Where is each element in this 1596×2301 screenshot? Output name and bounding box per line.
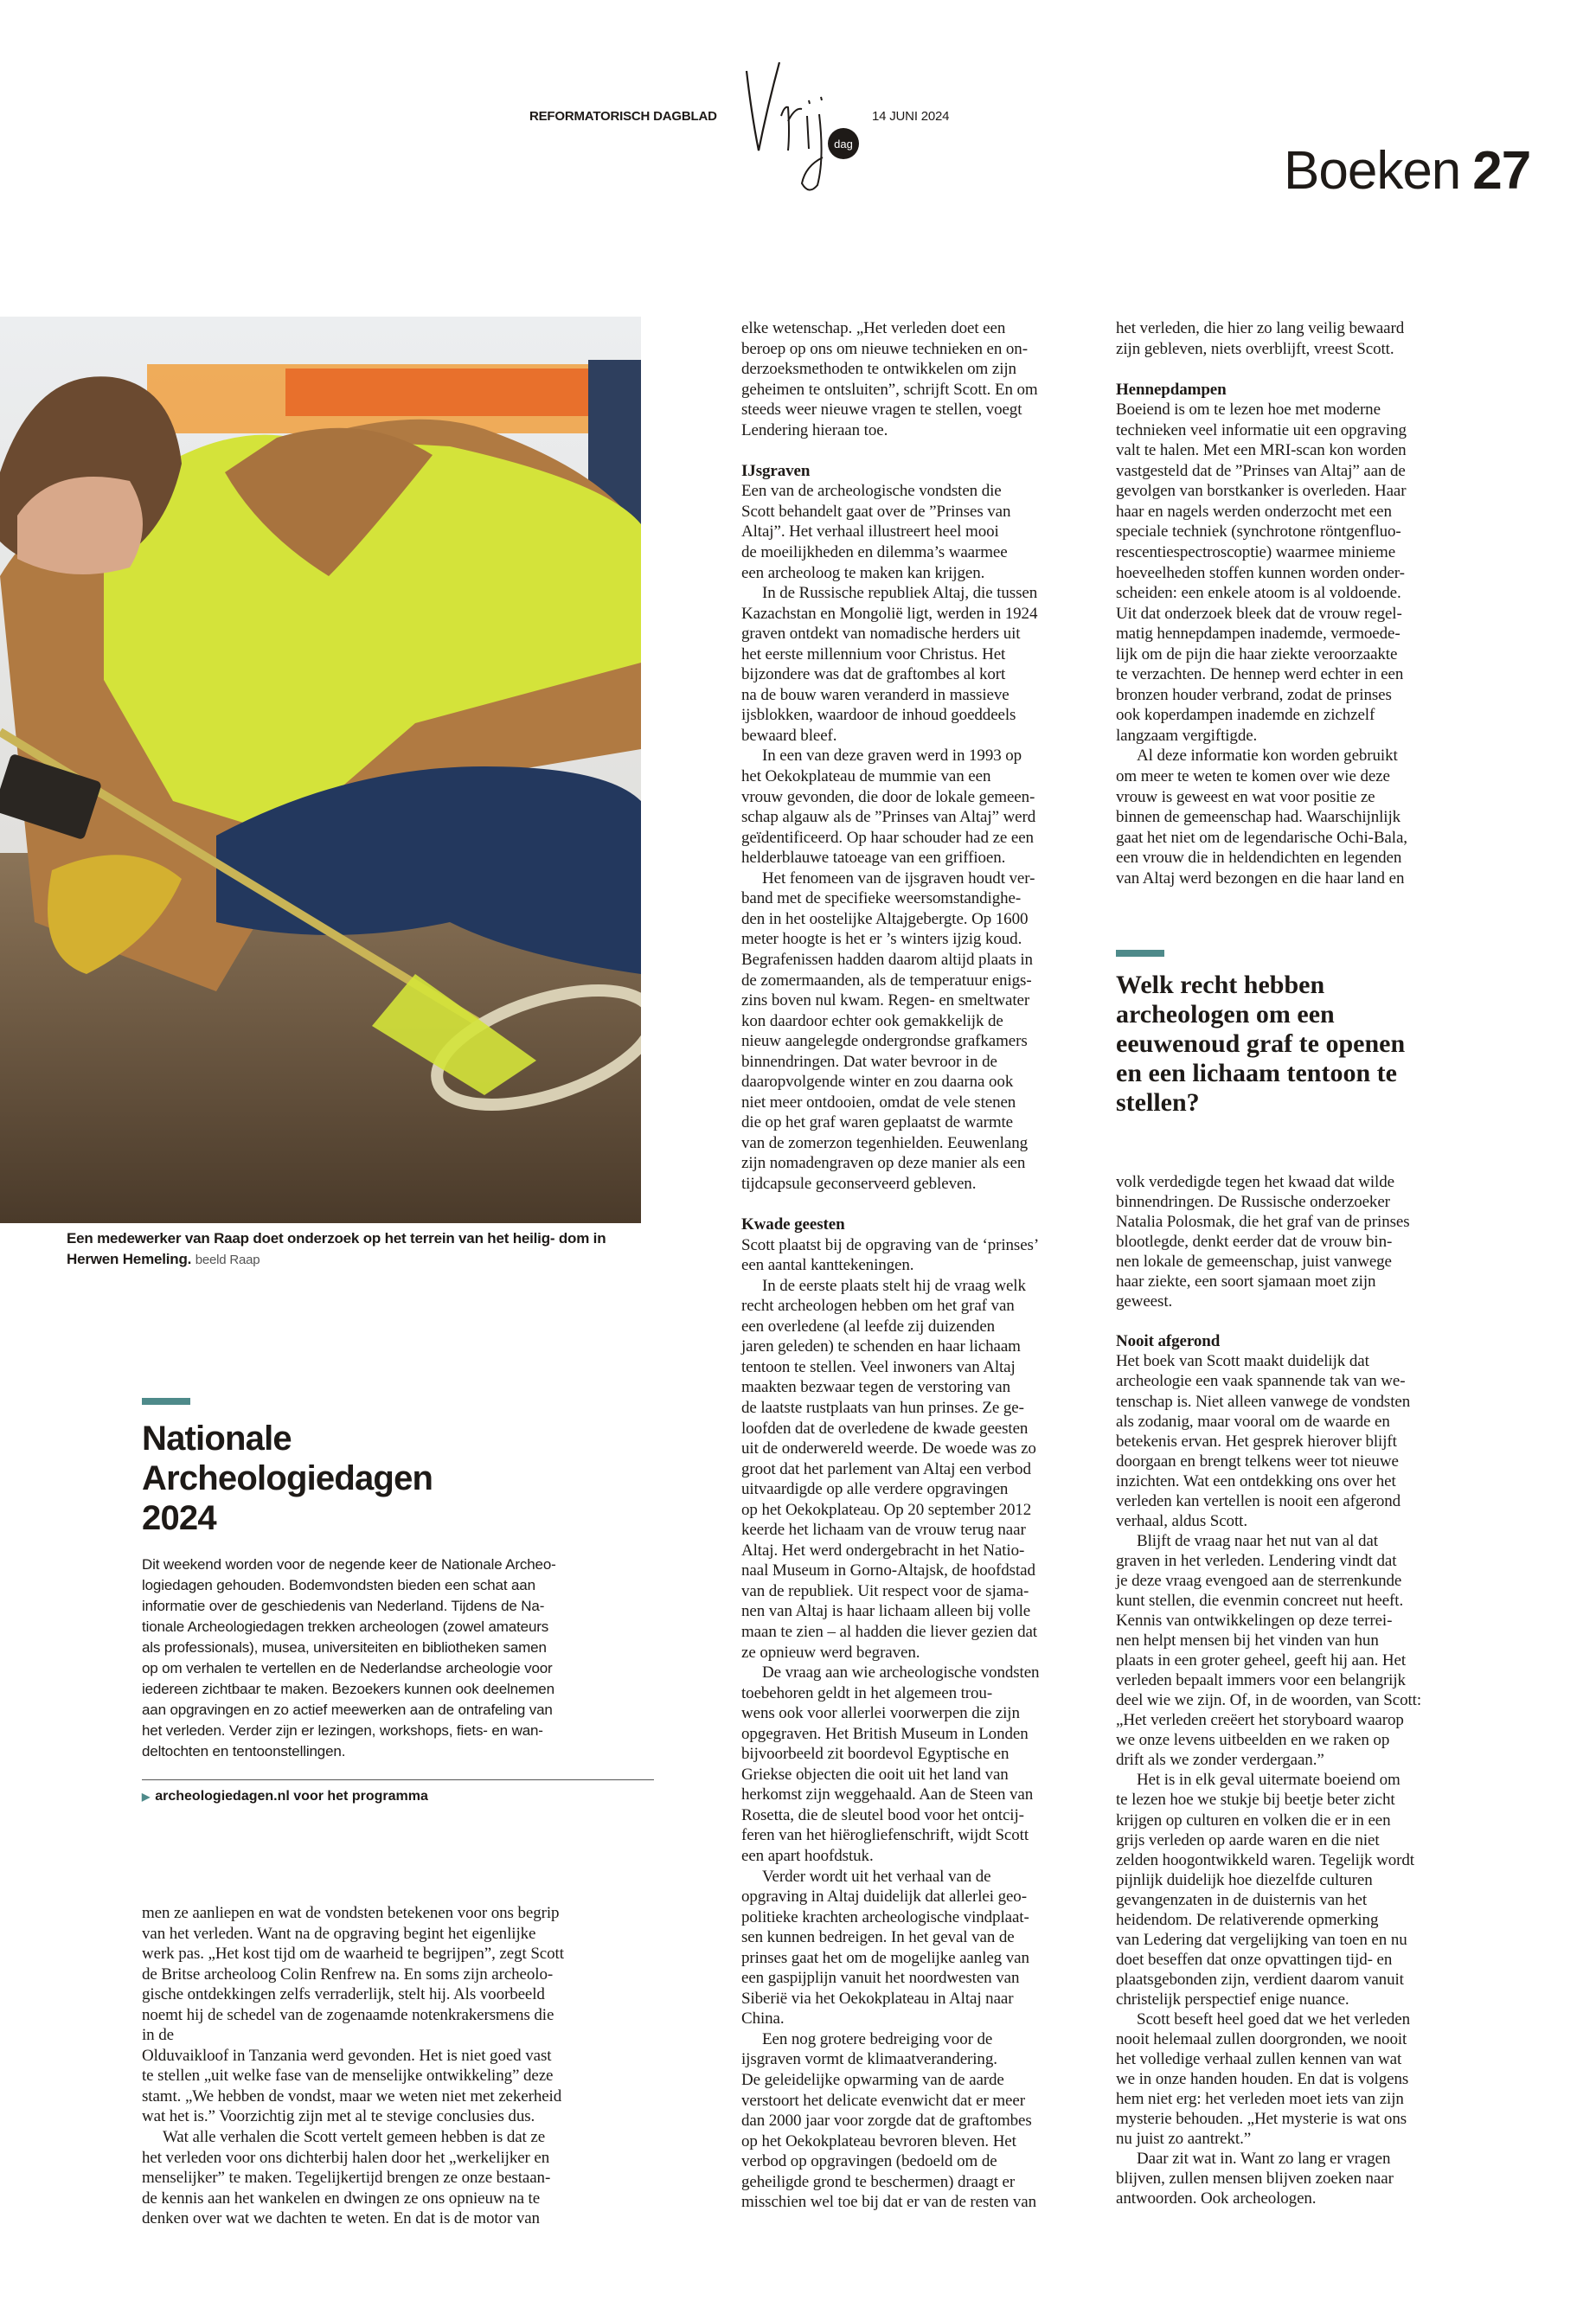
- text-line: opgegraven. Het British Museum in Londen: [741, 1724, 1029, 1743]
- text-line: zins boven nul kwam. Regen- en smeltwater: [741, 991, 1030, 1010]
- text-line: dan 2000 jaar voor zorgde dat de graftombes: [741, 2112, 1032, 2131]
- text-line: Altaj”. Het verhaal illustreert heel mooi: [741, 522, 999, 542]
- text-line: graven in het verleden. Lendering vindt dat: [1116, 1551, 1397, 1570]
- text-line: aan opgravingen en zo actief meewerken aan de ontrafeling van: [142, 1702, 553, 1718]
- text-line: een aantal kanttekeningen.: [741, 1256, 914, 1275]
- text-line: ook koperdampen inademde en zichzelf: [1116, 706, 1375, 725]
- text-line: prinses gaat het om de mogelijke aanleg van: [741, 1948, 1029, 1967]
- text-line: te stellen „uit welke fase van de menselijke ontwikkeling” deze: [142, 2067, 554, 2086]
- text-line: tijdcapsule geconserveerd gebleven.: [741, 1174, 977, 1193]
- text-line: te verzachten. De hennep werd echter in een: [1116, 665, 1404, 684]
- text-line: mysterie behouden. „Het mysterie is wat ons: [1116, 2110, 1407, 2129]
- text-line: de zomermaanden, als de temperatuur enigs-: [741, 971, 1032, 990]
- text-line: het verleden. Verder zijn er lezingen, workshops, fiets- en wan-: [142, 1722, 543, 1739]
- text-line: archeologen om een: [1116, 1000, 1335, 1029]
- section-header: [1284, 140, 1530, 202]
- subheading: Kwade geesten: [741, 1215, 845, 1234]
- text-line: schap algauw als de ”Prinses van Altaj” werd: [741, 808, 1036, 827]
- text-line: een archeoloog te maken kan krijgen.: [741, 563, 985, 582]
- text-line: stellen?: [1116, 1088, 1200, 1117]
- paragraph-first-line: In een van deze graven werd in 1993 op: [762, 747, 1022, 766]
- triangle-right-icon: ▶: [142, 1791, 151, 1803]
- text-line: je deze vraag evengoed aan de sterrenkunde: [1116, 1571, 1402, 1590]
- text-line: bronzen houder verbrand, zodat de prinses: [1116, 685, 1392, 704]
- text-line: deel wie we zijn. Of, in de woorden, van Scott:: [1116, 1691, 1422, 1710]
- text-line: helderblauwe tatoeage van een griffioen.: [741, 849, 1006, 868]
- section-name: Boeken: [1284, 141, 1461, 201]
- page-number: 27: [1472, 141, 1531, 201]
- text-line: archeologie een vaak spannende tak van we-: [1116, 1372, 1406, 1391]
- text-line: maakten bezwaar tegen de verstoring van: [741, 1378, 1011, 1397]
- text-line: gevangenzaten in de duisternis van het: [1116, 1890, 1368, 1909]
- text-line: volk verdedigde tegen het kwaad dat wilde: [1116, 1173, 1394, 1191]
- text-line: ijsblokken, waardoor de inhoud goeddeels: [741, 706, 1016, 725]
- blank-line: [741, 440, 1039, 461]
- text-line: Begrafenissen hadden daarom altijd plaats in: [741, 950, 1033, 969]
- text-line: wens ook voor allerlei voorwerpen die zijn: [741, 1704, 1020, 1723]
- text-line: pijnlijk duidelijk hoe diezelfde culturen: [1116, 1870, 1373, 1889]
- text-line: tionale Archeologiedagen trekken archeologen (zowel amateurs: [142, 1618, 549, 1635]
- paragraph-first-line: Verder wordt uit het verhaal van de: [762, 1867, 991, 1886]
- text-line: lijk om de pijn die haar ziekte veroorzaakte: [1116, 644, 1398, 663]
- text-line: derzoeksmethoden te ontwikkelen om zijn: [741, 360, 1016, 379]
- text-line: China.: [741, 2009, 785, 2029]
- text-line: eeuwenoud graf te openen: [1116, 1029, 1406, 1058]
- text-line: en een lichaam tentoon te: [1116, 1059, 1397, 1087]
- text-line: men ze aanliepen en wat de vondsten betekenen voor ons begrip: [142, 1904, 560, 1922]
- text-line: speciale techniek (synchrotone röntgenfluo-: [1116, 522, 1401, 542]
- text-line: keerde het lichaam van de vrouw terug naar: [741, 1521, 1026, 1540]
- article-column-right-bottom: [1116, 1172, 1421, 2208]
- text-line: de laatste rustplaats van hun prinses. Ze ge-: [741, 1398, 1024, 1417]
- text-line: de Britse archeoloog Colin Renfrew na. En soms zijn archeolo-: [142, 1965, 554, 1984]
- text-line: we onze levens uitbeelden en we raken op: [1116, 1731, 1390, 1750]
- text-line: kunt stellen, die evenmin concreet nut heeft.: [1116, 1591, 1404, 1610]
- text-line: grijs verleden op aarde waren en die niet: [1116, 1830, 1380, 1849]
- article-photo: [0, 317, 641, 1223]
- photo-credit: beeld Raap: [195, 1253, 260, 1267]
- text-line: een overledene (al leefde zij duizenden: [741, 1317, 996, 1336]
- text-line: op het Oekokplateau. Op 20 september 2012: [741, 1500, 1032, 1519]
- issue-date: 14 JUNI 2024: [872, 109, 950, 124]
- text-line: van de zomerzon tegenhielden. Eeuwenlang: [741, 1133, 1028, 1152]
- text-line: heidendom. De relativerende opmerking: [1116, 1910, 1379, 1929]
- text-line: het volledige verhaal zullen kennen van wat: [1116, 2050, 1402, 2069]
- text-line: christelijk perspectief enige nuance.: [1116, 1990, 1349, 2009]
- text-line: kon daardoor echter ook gemakkelijk de: [741, 1011, 1003, 1030]
- photo-caption: [67, 1228, 646, 1271]
- text-line: daaropvolgende winter en zou daarna ook: [741, 1073, 1014, 1092]
- text-line: plaats in een groter geheel, geeft hij aan. Het: [1116, 1651, 1407, 1670]
- text-line: binnendringen. De Russische onderzoeker: [1116, 1193, 1390, 1212]
- text-line: te lezen hoe we stukje bij beetje beter zicht: [1116, 1791, 1395, 1810]
- text-line: haar en nagels werden onderzocht met een: [1116, 502, 1392, 521]
- infobox-title-line: Archeologiedagen: [142, 1459, 433, 1497]
- text-line: langzaam vergiftigde.: [1116, 726, 1258, 745]
- text-line: uitvaardigde op alle verdere opgravingen: [741, 1480, 1009, 1499]
- text-line: een vrouw die in heldendichten en legenden: [1116, 849, 1402, 868]
- text-line: als zodanig, maar vooral om de waarde en: [1116, 1412, 1390, 1431]
- text-line: van Ledering dat vergelijking van toen en nu: [1116, 1930, 1407, 1949]
- paragraph-first-line: Daar zit wat in. Want zo lang er vragen: [1137, 2150, 1391, 2169]
- paragraph-first-line: Wat alle verhalen die Scott vertelt gemeen hebben is dat ze: [163, 2128, 546, 2147]
- text-line: vrouw gevonden, die door de lokale gemeen-: [741, 787, 1035, 806]
- text-line: informatie over de geschiedenis van Nederland. Tijdens de Na-: [142, 1598, 545, 1614]
- text-line: het eerste millennium voor Christus. Het: [741, 644, 1006, 663]
- paragraph-first-line: In de Russische republiek Altaj, die tussen: [762, 584, 1038, 603]
- article-column-middle: [741, 318, 1039, 2213]
- paragraph-first-line: Scott beseft heel goed dat we het verleden: [1137, 2009, 1411, 2029]
- text-line: Scott plaatst bij de opgraving van de ‘prinses’: [741, 1235, 1040, 1254]
- text-line: Een van de archeologische vondsten die: [741, 482, 1002, 501]
- text-line: matig hennepdampen inademde, vermoede-: [1116, 625, 1401, 644]
- infobox-accent-bar: [142, 1398, 190, 1405]
- text-line: Welk recht hebben: [1116, 971, 1325, 999]
- text-line: groot dat het parlement van Altaj een verbod: [741, 1459, 1031, 1478]
- text-line: Scott behandelt gaat over de ”Prinses van: [741, 502, 1011, 521]
- blank-line: [741, 1195, 1039, 1215]
- text-line: Griekse objecten die ooit uit het land van: [741, 1765, 1009, 1784]
- text-line: de kennis aan het wankelen en dwingen ze ons opnieuw na te: [142, 2189, 541, 2208]
- text-line: in de: [142, 2026, 174, 2045]
- text-line: geweest.: [1116, 1292, 1173, 1311]
- text-line: betekenis ervan. Het gesprek hierover blijft: [1116, 1432, 1397, 1451]
- text-line: rescentiespectroscoptie) waarmee minieme: [1116, 543, 1396, 562]
- text-line: het Oekokplateau de mummie van een: [741, 767, 991, 786]
- text-line: geïdentificeerd. Op haar schouder had ze een: [741, 828, 1034, 847]
- text-line: krijgen op culturen en volken die er in een: [1116, 1811, 1391, 1830]
- vrij-logo: [740, 55, 869, 194]
- text-line: bewaard bleef.: [741, 726, 837, 745]
- text-line: Het boek van Scott maakt duidelijk dat: [1116, 1352, 1369, 1371]
- text-line: het verleden voor ons dichterbij halen door het „werkelijker en: [142, 2148, 550, 2167]
- text-line: plaatsgebonden zijn, verdient daarom vanuit: [1116, 1970, 1404, 1989]
- text-line: jaren geleden) te schenden en haar lichaam: [741, 1337, 1021, 1356]
- text-line: maan te zien – al hadden die liever gezien dat: [741, 1623, 1037, 1641]
- text-line: gaat het niet om de legendarische Ochi-Bala,: [1116, 828, 1407, 847]
- article-column-left: [142, 1903, 564, 2229]
- text-line: vrouw is geweest en wat voor positie ze: [1116, 787, 1375, 806]
- subheading: Hennepdampen: [1116, 380, 1227, 399]
- pull-quote: [1116, 971, 1479, 1118]
- text-line: van Altaj werd bezongen en die haar land en: [1116, 868, 1405, 888]
- text-line: beroep op ons om nieuwe technieken en on-: [741, 339, 1028, 358]
- text-line: zijn gebleven, niets overblijft, vreest Scott.: [1116, 339, 1394, 358]
- text-line: verbod op opgravingen (bedoeld om de: [741, 2152, 997, 2171]
- text-line: vastgesteld dat de ”Prinses van Altaj” aan de: [1116, 461, 1406, 480]
- text-line: als professionals), musea, universiteiten en bibliotheken samen: [142, 1639, 547, 1656]
- paragraph-first-line: Het fenomeen van de ijsgraven houdt ver-: [762, 868, 1035, 888]
- text-line: haar ziekte, een soort sjamaan moet zijn: [1116, 1272, 1376, 1292]
- text-line: verstoort het delicate evenwicht dat er meer: [741, 2091, 1025, 2110]
- text-line: tentoon te stellen. Veel inwoners van Altaj: [741, 1357, 1016, 1376]
- infobox-link-text[interactable]: archeologiedagen.nl voor het programma: [155, 1789, 428, 1804]
- text-line: misschien wel toe bij dat er van de resten van: [741, 2193, 1036, 2212]
- paragraph-first-line: In de eerste plaats stelt hij de vraag welk: [762, 1276, 1026, 1295]
- logo-badge: dag: [834, 138, 853, 151]
- text-line: binnen de gemeenschap had. Waarschijnlijk: [1116, 808, 1401, 827]
- text-line: verleden bepaalt immers voor een belangrijk: [1116, 1671, 1406, 1690]
- text-line: steeds weer nieuwe vragen te stellen, voegt: [741, 401, 1022, 420]
- text-line: blootlegde, denkt eerder dat de vrouw bin-: [1116, 1233, 1393, 1252]
- infobox-body: [142, 1554, 657, 1762]
- text-line: stamt. „We hebben de vondst, maar we weten niet met zekerheid: [142, 2086, 562, 2106]
- text-line: ijsgraven vormt de klimaatverandering.: [741, 2050, 997, 2069]
- text-line: inzichten. Wat een ontdekking ons over het: [1116, 1471, 1396, 1490]
- newspaper-name: REFORMATORISCH DAGBLAD: [529, 109, 717, 124]
- text-line: noemt hij de schedel van de zogenaamde notenkrakersmens die: [142, 2005, 554, 2024]
- text-line: meter hoogte is het er ’s winters ijzig koud.: [741, 930, 1022, 949]
- text-line: feren van het hiërogliefenschrift, wijdt Scott: [741, 1826, 1029, 1845]
- text-line: nu juist zo aantrekt.”: [1116, 2130, 1252, 2149]
- text-line: toebehoren geldt in het algemeen trou-: [741, 1683, 993, 1702]
- article-column-right-top: [1116, 318, 1407, 888]
- text-line: drift als we zonder verdergaan.”: [1116, 1751, 1324, 1770]
- text-line: werk pas. „Het kost tijd om de waarheid te begrijpen”, zegt Scott: [142, 1945, 564, 1964]
- text-line: iedereen zichtbaar te maken. Bezoekers kunnen ook deelnemen: [142, 1681, 554, 1697]
- text-line: opgraving in Altaj duidelijk dat allerlei geo-: [741, 1888, 1027, 1907]
- text-line: zelden hoogontwikkeld waren. Tegelijk wordt: [1116, 1850, 1414, 1869]
- text-line: nieuw aangelegde ondergrondse grafkamers: [741, 1032, 1028, 1051]
- text-line: naal Museum in Gorno-Altajsk, de hoofdstad: [741, 1561, 1035, 1580]
- text-line: na de bouw waren veranderd in massieve: [741, 685, 1010, 704]
- blank-line: [1116, 1311, 1421, 1331]
- text-line: nen helpt mensen bij het vinden van hun: [1116, 1631, 1379, 1650]
- text-line: op het Oekokplateau bevroren bleven. Het: [741, 2131, 1016, 2150]
- text-line: bijvoorbeeld zit boordevol Egyptische en: [741, 1745, 1010, 1764]
- paragraph-first-line: Het is in elk geval uitermate boeiend om: [1137, 1771, 1401, 1790]
- text-line: graven ontdekt van nomadische herders uit: [741, 625, 1021, 644]
- text-line: op om verhalen te vertellen en de Nederlandse archeologie voor: [142, 1660, 553, 1676]
- infobox-link[interactable]: [142, 1789, 428, 1804]
- blank-line: [1116, 359, 1407, 380]
- text-line: uit de onderwereld weerde. De woede was zo: [741, 1439, 1036, 1458]
- text-line: „Het verleden creëert het storyboard waarop: [1116, 1711, 1404, 1730]
- text-line: Rosetta, die de sleutel bood voor het ontcij-: [741, 1805, 1024, 1824]
- text-line: verleden kan vertellen is nooit een afgerond: [1116, 1491, 1401, 1510]
- text-line: nen lokale de gemeenschap, juist vanwege: [1116, 1253, 1392, 1272]
- paragraph-first-line: Blijft de vraag naar het nut van al dat: [1137, 1531, 1378, 1550]
- paragraph-first-line: De vraag aan wie archeologische vondsten: [762, 1663, 1040, 1682]
- text-line: band met de specifieke weersomstandighe-: [741, 889, 1022, 908]
- text-line: geheiligde grond te beschermen) draagt er: [741, 2172, 1016, 2191]
- text-line: Altaj. Het werd ondergebracht in het Natio-: [741, 1541, 1025, 1560]
- text-line: valt te halen. Met een MRI-scan kon worden: [1116, 441, 1407, 460]
- text-line: menselijker” te maken. Tegelijkertijd brengen ze onze bestaan-: [142, 2169, 551, 2188]
- text-line: scheiden: een enkele atoom is al voldoende.: [1116, 584, 1401, 603]
- text-line: Uit dat onderzoek bleek dat de vrouw regel-: [1116, 604, 1402, 623]
- text-line: politieke krachten archeologische vindplaat-: [741, 1907, 1029, 1926]
- text-line: Natalia Polosmak, die het graf van de prinses: [1116, 1213, 1410, 1232]
- text-line: herkomst zijn weggehaald. Aan de Steen van: [741, 1785, 1034, 1804]
- text-line: van de republiek. Uit respect voor de sjama-: [741, 1581, 1029, 1600]
- text-line: den in het oostelijke Altajgebergte. Op 1600: [741, 909, 1029, 928]
- text-line: doet beseffen dat onze opvattingen tijd- en: [1116, 1950, 1393, 1969]
- text-line: Kazachstan en Mongolië ligt, werden in 1924: [741, 604, 1038, 623]
- text-line: nooit helemaal zullen doorgronden, we nooit: [1116, 2030, 1407, 2049]
- text-line: antwoorden. Ook archeologen.: [1116, 2189, 1317, 2208]
- text-line: de moeilijkheden en dilemma’s waarmee: [741, 543, 1008, 562]
- text-line: denken over wat we dachten te weten. En dat is de motor van: [142, 2209, 540, 2228]
- text-line: wat het is.” Voorzichtig zijn met al te stevige conclusies dus.: [142, 2107, 535, 2126]
- caption-text: Een medewerker van Raap doet onderzoek op het terrein van het heilig- dom in Herwen Hemeling.: [67, 1230, 606, 1267]
- text-line: elke wetenschap. „Het verleden doet een: [741, 319, 1006, 337]
- text-line: van het verleden. Want na de opgraving begint het eigenlijke: [142, 1924, 536, 1943]
- infobox-title-line: 2024: [142, 1499, 216, 1537]
- text-line: technieken veel informatie uit een opgraving: [1116, 420, 1407, 439]
- pull-quote-accent-bar: [1116, 950, 1164, 957]
- text-line: Boeiend is om te lezen hoe met moderne: [1116, 401, 1381, 420]
- text-line: om meer te weten te komen over wie deze: [1116, 767, 1390, 786]
- text-line: we in onze handen houden. En dat is volgens: [1116, 2070, 1409, 2089]
- text-line: De geleidelijke opwarming van de aarde: [741, 2071, 1004, 2090]
- infobox-title: [142, 1419, 433, 1538]
- text-line: Kennis van ontwikkelingen op deze terrei-: [1116, 1612, 1393, 1631]
- text-line: doorgaan en brengt telkens weer tot nieuwe: [1116, 1452, 1399, 1471]
- subheading: IJsgraven: [741, 461, 811, 480]
- text-line: loofden dat de overledene de kwade geesten: [741, 1419, 1029, 1438]
- infobox-divider: [142, 1779, 654, 1780]
- paragraph-first-line: Al deze informatie kon worden gebruikt: [1137, 747, 1398, 766]
- text-line: een gaspijplijn vanuit het noordwesten van: [741, 1969, 1020, 1988]
- text-line: een apart hoofdstuk.: [741, 1847, 874, 1866]
- paragraph-first-line: Een nog grotere bedreiging voor de: [762, 2029, 993, 2048]
- text-line: niet meer ontdooien, omdat de vele stenen: [741, 1093, 1016, 1112]
- text-line: logiedagen gehouden. Bodemvondsten bieden een schat aan: [142, 1577, 535, 1593]
- text-line: gevolgen van borstkanker is overleden. Haar: [1116, 482, 1407, 501]
- text-line: ze opnieuw werd begraven.: [741, 1643, 920, 1662]
- text-line: die op het graf waren geplaatst de warmte: [741, 1113, 1014, 1132]
- text-line: hem niet erg: het verleden moet iets van zijn: [1116, 2090, 1404, 2109]
- text-line: geheimen te ontsluiten”, schrijft Scott. En om: [741, 380, 1038, 399]
- text-line: bijzondere was dat de graftombes al kort: [741, 665, 1006, 684]
- text-line: zijn nomadengraven op deze manier als een: [741, 1154, 1026, 1173]
- text-line: deltochten en tentoonstellingen.: [142, 1743, 346, 1759]
- text-line: Siberië via het Oekokplateau in Altaj naar: [741, 1989, 1014, 2008]
- text-line: Lendering hieraan toe.: [741, 420, 888, 439]
- text-line: hoeveelheden stoffen kunnen worden onder-: [1116, 563, 1405, 582]
- text-line: tenschap is. Niet alleen vanwege de vondsten: [1116, 1392, 1411, 1411]
- text-line: binnendringen. Dat water bevroor in de: [741, 1052, 997, 1071]
- text-line: Dit weekend worden voor de negende keer de Nationale Archeo-: [142, 1556, 556, 1573]
- infobox-title-line: Nationale: [142, 1420, 292, 1458]
- text-line: verhaal, aldus Scott.: [1116, 1511, 1247, 1530]
- text-line: gische ontdekkingen zelfs verraderlijk, stelt hij. Als voorbeeld: [142, 1985, 545, 2004]
- text-line: nen van Altaj is haar lichaam alleen bij volle: [741, 1602, 1031, 1621]
- text-line: het verleden, die hier zo lang veilig bewaard: [1116, 319, 1405, 337]
- text-line: sen kunnen bedreigen. In het geval van de: [741, 1928, 1015, 1947]
- subheading: Nooit afgerond: [1116, 1332, 1221, 1351]
- text-line: recht archeologen hebben om het graf van: [741, 1297, 1015, 1316]
- text-line: Olduvaikloof in Tanzania werd gevonden. Het is niet goed vast: [142, 2046, 552, 2065]
- text-line: blijven, zullen mensen blijven zoeken naar: [1116, 2170, 1394, 2189]
